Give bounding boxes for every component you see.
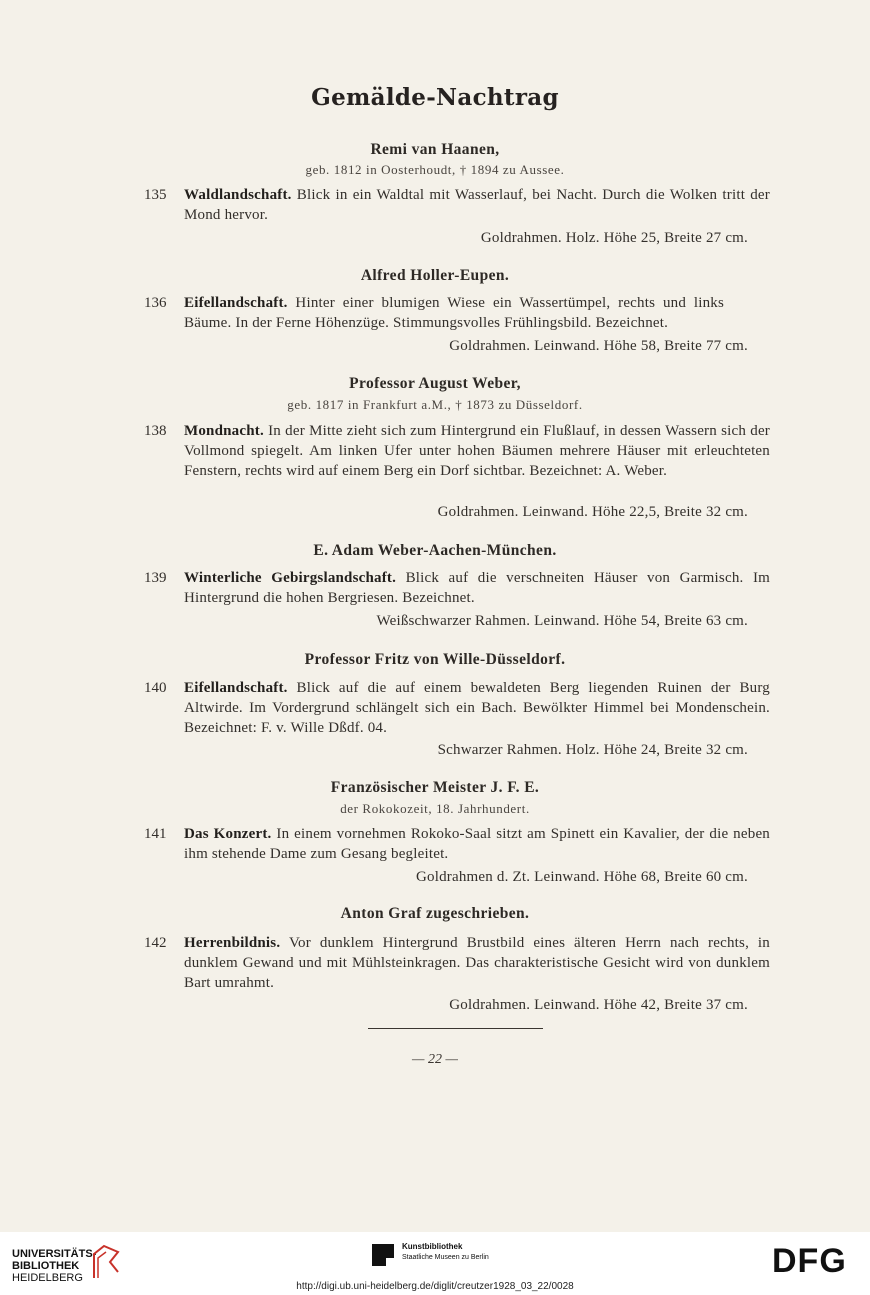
artist-life: geb. 1812 in Oosterhoudt, † 1894 zu Aussee. — [305, 162, 565, 177]
entry-frame: Goldrahmen. Leinwand. Höhe 58, Breite 77 cm. — [449, 338, 748, 354]
kb-title: Kunstbibliothek — [402, 1242, 463, 1251]
entry-description: Vor dunklem Hintergrund Brustbild eines älteren Herrn nach rechts, in dunklem Gewand und mit Mühlsteinkragen. Das charakteristische Gesicht wird von dunklem Bart umrahmt. — [184, 935, 770, 991]
entry-description: Blick auf die auf einem bewaldeten Berg liegenden Ruinen der Burg Altwirde. Im Vordergrund schlängelt sich ein Bach. Bewölkter Himmel bei Mondenschein. Bezeichnet: F. v. Wille Dßdf. 04. — [184, 680, 771, 736]
page-number: — 22 — — [412, 1052, 458, 1067]
artist-life: der Rokokozeit, 18. Jahrhundert. — [340, 801, 530, 816]
entry-number: 141 — [144, 826, 167, 842]
source-url[interactable]: http://digi.ub.uni-heidelberg.de/diglit/creutzer1928_03_22/0028 — [296, 1281, 574, 1292]
logo-line: UNIVERSITÄTS- — [12, 1248, 97, 1260]
entry-title: Winterliche Gebirgslandschaft. — [184, 570, 397, 586]
entry-title: Herrenbildnis. — [184, 935, 281, 951]
artist-heading: Professor Fritz von Wille-Düsseldorf. — [304, 651, 566, 668]
catalog-entry — [144, 678, 771, 758]
artist-life: geb. 1817 in Frankfurt a.M., † 1873 zu Düsseldorf. — [287, 397, 583, 412]
artist-heading: Professor August Weber, — [349, 375, 521, 392]
artist-heading: Alfred Holler-Eupen. — [360, 267, 510, 284]
logo-line: HEIDELBERG — [12, 1272, 83, 1284]
closing-rule — [368, 1028, 543, 1029]
entry-frame: Goldrahmen. Leinwand. Höhe 42, Breite 37 cm. — [449, 997, 748, 1013]
catalog-entry — [144, 824, 770, 885]
entry-frame: Weißschwarzer Rahmen. Leinwand. Höhe 54, Breite 63 cm. — [376, 613, 748, 629]
entry-frame: Goldrahmen d. Zt. Leinwand. Höhe 68, Breite 60 cm. — [415, 869, 748, 885]
kunstbibliothek-logo — [402, 1242, 489, 1263]
entry-frame: Goldrahmen. Holz. Höhe 25, Breite 27 cm. — [480, 230, 748, 246]
artist-heading: E. Adam Weber-Aachen-München. — [313, 542, 557, 559]
artist-heading: Anton Graf zugeschrieben. — [340, 905, 530, 922]
entry-number: 135 — [144, 187, 167, 203]
dfg-logo: DFG — [772, 1242, 847, 1280]
entry-title: Mondnacht. — [184, 423, 264, 439]
entry-number: 136 — [144, 295, 167, 311]
entry-description: Hinter einer blumigen Wiese ein Wassertümpel, rechts und links Bäume. In der Ferne Höhenzüge. Stimmungsvolles Frühlingsbild. Bezeichnet. — [184, 295, 725, 331]
kb-subtitle: Staatliche Museen zu Berlin — [402, 1254, 489, 1261]
entry-description: Blick auf die verschneiten Häuser von Garmisch. Im Hintergrund die hohen Bergriesen. Bezeichnet. — [184, 570, 771, 606]
logo-line: BIBLIOTHEK — [12, 1260, 80, 1272]
entry-number: 139 — [144, 570, 167, 586]
catalog-entry — [144, 185, 770, 246]
artist-heading: Französischer Meister J. F. E. — [330, 779, 540, 796]
entry-number: 138 — [144, 423, 167, 439]
catalog-entry — [144, 293, 770, 354]
catalog-entry — [144, 421, 770, 520]
entry-title: Das Konzert. — [184, 826, 272, 842]
entry-number: 140 — [144, 680, 167, 696]
entry-frame: Schwarzer Rahmen. Holz. Höhe 24, Breite 32 cm. — [437, 742, 748, 758]
artist-heading: Remi van Haanen, — [370, 141, 500, 158]
digitization-footer — [0, 1232, 870, 1295]
entry-description: In der Mitte zieht sich zum Hintergrund ein Flußlauf, in dessen Wassern sich der Vollmond spiegelt. Am linken Ufer unter hohen Bäumen mehrere Häuser mit erleuchteten Fenstern, rechts wird auf einem Berg ein Dorf sichtbar. Bezeichnet: A. Weber. — [184, 423, 770, 479]
entry-description: In einem vornehmen Rokoko-Saal sitzt am Spinett ein Kavalier, der die neben ihm stehende Dame zum Gesang begleitet. — [184, 826, 770, 862]
entry-number: 142 — [144, 935, 167, 951]
university-library-logo — [12, 1248, 96, 1284]
catalog-entry — [144, 568, 771, 629]
page-title: Gemälde-Nachtrag — [311, 84, 559, 111]
kunstbibliothek-mark-icon — [372, 1244, 394, 1266]
entry-title: Eifellandschaft. — [184, 680, 288, 696]
entry-frame: Goldrahmen. Leinwand. Höhe 22,5, Breite 32 cm. — [437, 504, 748, 520]
entry-title: Eifellandschaft. — [184, 295, 288, 311]
entry-description: Blick in ein Waldtal mit Wasserlauf, bei Nacht. Durch die Wolken tritt der Mond hervor. — [184, 187, 770, 223]
entry-title: Waldlandschaft. — [184, 187, 292, 203]
university-mark-icon — [88, 1242, 124, 1282]
catalog-entry — [144, 933, 770, 1013]
